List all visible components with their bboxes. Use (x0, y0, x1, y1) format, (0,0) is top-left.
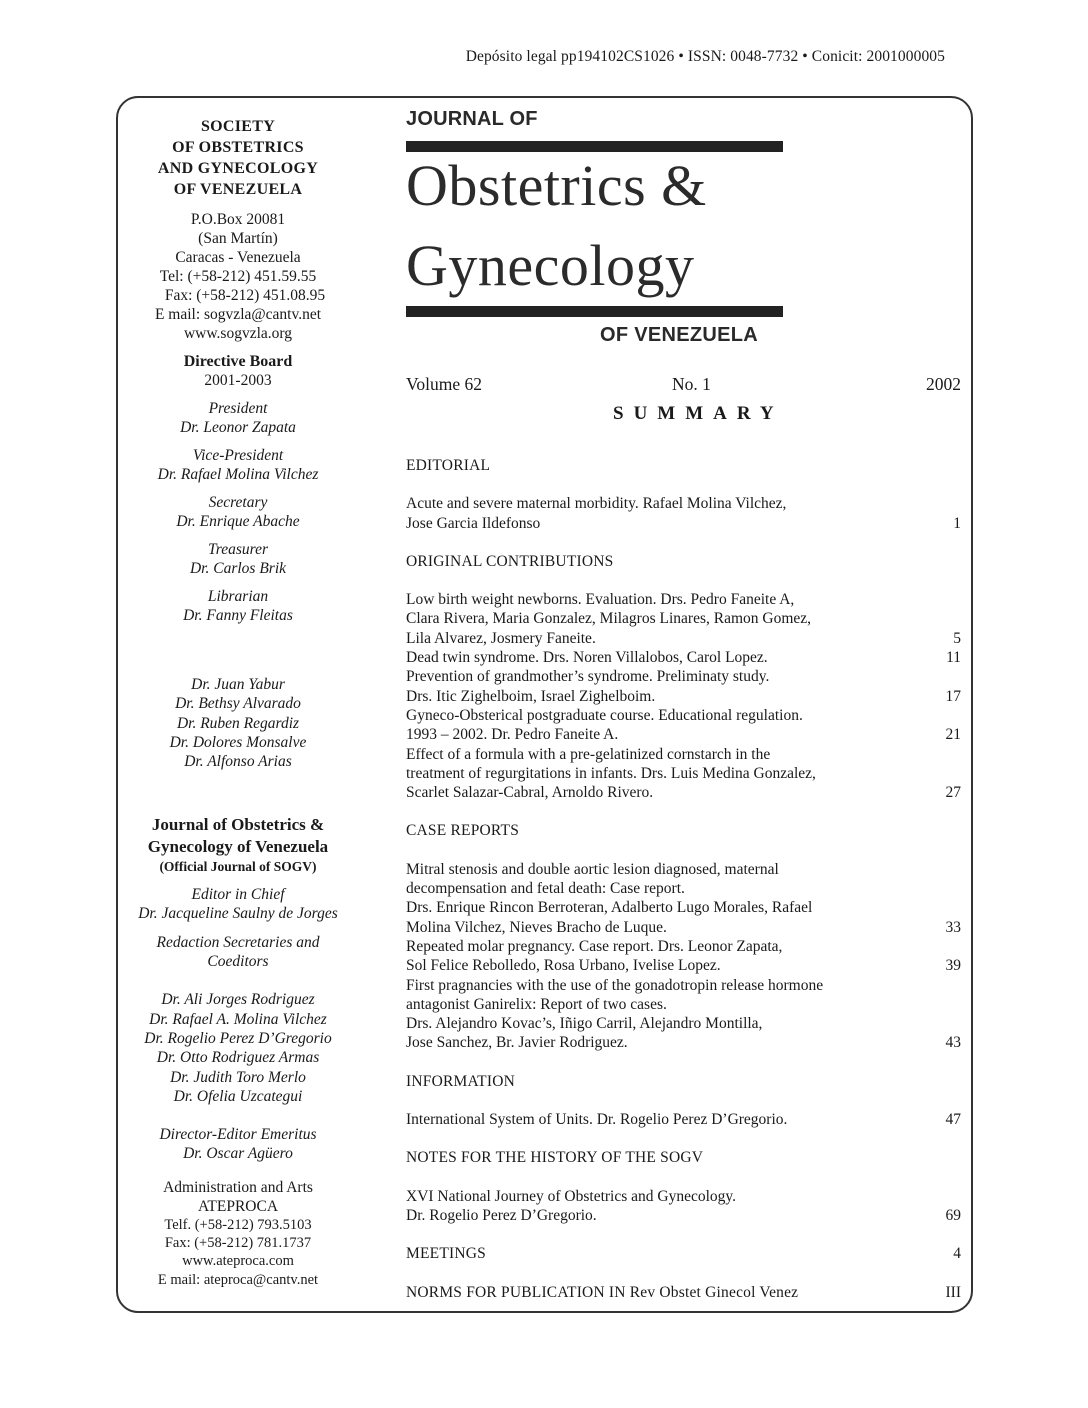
director-emeritus (118, 1125, 358, 1163)
admin-fax: Fax: (+58-212) 781.1737 (164, 1235, 312, 1252)
entry-line: decompensation and fetal death: Case report. (406, 880, 685, 898)
role-name: Dr. Carlos Brik (189, 560, 287, 577)
board-role (118, 540, 358, 578)
toc-entry[interactable] (406, 937, 961, 976)
masthead-title-line2: Gynecology (406, 233, 695, 298)
official-journal-note: (Official Journal of SOGV) (159, 859, 317, 875)
role-title: Coeditors (207, 953, 269, 971)
page-number: 11 (946, 649, 961, 667)
role-title: Vice-President (192, 447, 284, 464)
section-heading-case-reports: CASE REPORTS (406, 822, 520, 840)
entry-line: Dr. Rogelio Perez D’Gregorio. (406, 1206, 597, 1224)
role-title: Redaction Secretaries and (156, 934, 320, 952)
society-name-line: OF OBSTETRICS (172, 139, 304, 156)
admin-line: ATEPROCA (197, 1197, 279, 1215)
toc-entry[interactable] (406, 648, 961, 667)
email-line: E mail: sogvzla@cantv.net (154, 306, 322, 323)
entry-line: Drs. Itic Zighelboim, Israel Zighelboim. (406, 687, 656, 705)
entry-line: Scarlet Salazar-Cabral, Arnoldo Rivero. (406, 784, 654, 802)
entry-line: Clara Rivera, Maria Gonzalez, Milagros Linares, Ramon Gomez, (406, 610, 812, 628)
admin-phone: Telf. (+58-212) 793.5103 (164, 1216, 312, 1233)
table-of-contents (406, 456, 961, 1302)
entry-line: Drs. Enrique Rincon Berroteran, Adalberto Lugo Morales, Rafael (406, 899, 813, 917)
toc-entry[interactable] (406, 860, 961, 937)
coeditor: Dr. Judith Toro Merlo (170, 1068, 306, 1086)
society-name-line: AND GYNECOLOGY (157, 160, 319, 177)
page-number: 1 (953, 514, 961, 532)
page-number: 27 (945, 784, 961, 802)
page-number: 47 (945, 1111, 961, 1129)
page-number: 69 (945, 1206, 961, 1224)
coeditor: Dr. Ali Jorges Rodriguez (161, 991, 315, 1009)
address-line: (San Martín) (198, 230, 278, 247)
role-title: Secretary (208, 494, 268, 511)
masthead-journal-of: JOURNAL OF (406, 108, 538, 130)
entry-line: International System of Units. Dr. Rogelio Perez D’Gregorio. (406, 1111, 788, 1129)
phone-line: Tel: (+58-212) 451.59.55 (159, 268, 317, 285)
toc-entry[interactable] (406, 667, 961, 706)
entry-line: Sol Felice Rebolledo, Rosa Urbano, Ivelise Lopez. (406, 957, 721, 975)
entry-line: Repeated molar pregnancy. Case report. Drs. Leonor Zapata, (406, 937, 783, 955)
redaction-secretaries (118, 933, 358, 971)
issue-year: 2002 (926, 374, 961, 394)
entry-line: Prevention of grandmother’s syndrome. Preliminaty study. (406, 668, 770, 686)
role-name: Dr. Leonor Zapata (180, 419, 296, 436)
toc-entry[interactable] (406, 706, 961, 745)
sidebar-left (118, 116, 358, 1289)
entry-line: Dead twin syndrome. Drs. Noren Villalobos, Carol Lopez. (406, 649, 768, 667)
address-line: Caracas - Venezuela (175, 249, 301, 266)
journal-credits (118, 814, 358, 875)
volume-label: Volume 62 (406, 374, 482, 394)
entry-line: Mitral stenosis and double aortic lesion diagnosed, maternal (406, 860, 779, 878)
section-heading-original-contributions: ORIGINAL CONTRIBUTIONS (406, 552, 614, 570)
admin-email: E mail: ateproca@cantv.net (157, 1271, 319, 1288)
entry-line: treatment of regurgitations in infants. Drs. Luis Medina Gonzalez, (406, 764, 816, 782)
role-title: Treasurer (207, 541, 268, 558)
society-name-line: SOCIETY (200, 118, 276, 135)
toc-entry[interactable] (406, 1187, 961, 1226)
entry-line: Drs. Alejandro Kovac’s, Iñigo Carril, Alejandro Montilla, (406, 1015, 763, 1033)
toc-entry-norms[interactable] (406, 1283, 961, 1302)
page-number: 21 (945, 726, 961, 744)
entry-line: First pragnancies with the use of the gonadotropin release hormone (406, 976, 824, 994)
board-member: Dr. Alfonso Arias (184, 753, 292, 771)
board-role (118, 399, 358, 437)
board-member: Dr. Juan Yabur (191, 676, 285, 693)
board-role (118, 587, 358, 625)
fax-line: Fax: (+58-212) 451.08.95 (164, 287, 326, 304)
address-line: P.O.Box 20081 (190, 211, 286, 228)
board-role (118, 446, 358, 484)
coeditor: Dr. Rogelio Perez D’Gregorio (144, 1030, 332, 1048)
board-members (118, 675, 358, 771)
role-name: Dr. Enrique Abache (176, 513, 300, 530)
page-number: 43 (945, 1034, 961, 1052)
entry-line: Jose Garcia Ildefonso (406, 514, 541, 532)
board-role-list (118, 399, 358, 625)
entry-line: Low birth weight newborns. Evaluation. Drs. Pedro Faneite A, (406, 591, 795, 609)
directive-board-title: Directive Board (183, 353, 293, 370)
issue-number: No. 1 (672, 374, 711, 394)
entry-line: Molina Vilchez, Nieves Bracho de Luque. (406, 918, 667, 936)
toc-entry[interactable] (406, 745, 961, 803)
page-number: 17 (945, 687, 961, 705)
entry-line: Jose Sanchez, Br. Javier Rodriguez. (406, 1034, 628, 1052)
role-name: Dr. Jacqueline Saulny de Jorges (138, 905, 338, 923)
legal-deposit-line: Depósito legal pp194102CS1026 • ISSN: 0048-7732 • Conicit: 2001000005 (465, 48, 945, 65)
editor-in-chief (118, 885, 358, 923)
journal-name-line: Journal of Obstetrics & (151, 815, 325, 835)
masthead-title-line1: Obstetrics & (406, 153, 707, 218)
section-heading-information: INFORMATION (406, 1072, 515, 1090)
society-name (118, 116, 358, 200)
page-number: 5 (953, 629, 961, 647)
directive-board-years: 2001-2003 (204, 372, 272, 389)
board-member: Dr. Bethsy Alvarado (175, 695, 301, 713)
role-title: Editor in Chief (191, 886, 285, 904)
toc-entry[interactable] (406, 1110, 961, 1129)
admin-line: Administration and Arts (163, 1179, 313, 1197)
board-role (118, 493, 358, 531)
role-title: Director-Editor Emeritus (159, 1126, 317, 1144)
section-heading-norms: NORMS FOR PUBLICATION IN Rev Obstet Ginecol Venez (406, 1283, 799, 1301)
toc-entry[interactable] (406, 976, 961, 1053)
toc-entry-meetings[interactable] (406, 1244, 961, 1263)
entry-line: Lila Alvarez, Josmery Faneite. (406, 629, 596, 647)
entry-line: XVI National Journey of Obstetrics and Gynecology. (406, 1187, 737, 1205)
role-title: President (208, 400, 268, 417)
masthead-rule-top (406, 141, 783, 152)
coeditor-list (118, 990, 358, 1106)
entry-line: antagonist Ganirelix: Report of two cases. (406, 995, 667, 1013)
role-name: Dr. Rafael Molina Vilchez (157, 466, 319, 483)
page-number: 4 (953, 1245, 961, 1263)
page-number: 33 (945, 918, 961, 936)
admin-website: www.ateproca.com (182, 1253, 294, 1270)
coeditor: Dr. Rafael A. Molina Vilchez (149, 1010, 327, 1028)
board-member: Dr. Ruben Regardiz (176, 714, 300, 732)
society-address (118, 210, 358, 343)
entry-line: Gyneco-Obsterical postgraduate course. Educational regulation. (406, 706, 803, 724)
entry-line: 1993 – 2002. Dr. Pedro Faneite A. (406, 726, 619, 744)
board-member: Dr. Dolores Monsalve (169, 733, 307, 751)
toc-entry[interactable] (406, 494, 961, 533)
coeditor: Dr. Otto Rodriguez Armas (156, 1049, 320, 1067)
section-heading-meetings: MEETINGS (406, 1245, 486, 1263)
role-title: Librarian (207, 588, 269, 605)
entry-line: Effect of a formula with a pre-gelatinized cornstarch in the (406, 745, 771, 763)
toc-entry[interactable] (406, 590, 961, 648)
website-line: www.sogvzla.org (183, 325, 293, 342)
administration-contact (118, 1179, 358, 1289)
page-number: 39 (945, 957, 961, 975)
summary-heading: SUMMARY (613, 403, 784, 424)
society-name-line: OF VENEZUELA (173, 181, 303, 198)
page-number: III (945, 1283, 961, 1301)
section-heading-history: NOTES FOR THE HISTORY OF THE SOGV (406, 1149, 704, 1167)
section-heading-editorial: EDITORIAL (406, 457, 491, 474)
role-name: Dr. Oscar Agüero (183, 1145, 293, 1163)
entry-line: Acute and severe maternal morbidity. Rafael Molina Vilchez, (406, 495, 787, 513)
role-name: Dr. Fanny Fleitas (183, 607, 293, 624)
masthead-of-venezuela: OF VENEZUELA (600, 324, 759, 346)
coeditor: Dr. Ofelia Uzcategui (173, 1087, 303, 1105)
masthead-rule-bottom (406, 306, 783, 317)
journal-name-line: Gynecology of Venezuela (147, 837, 329, 857)
